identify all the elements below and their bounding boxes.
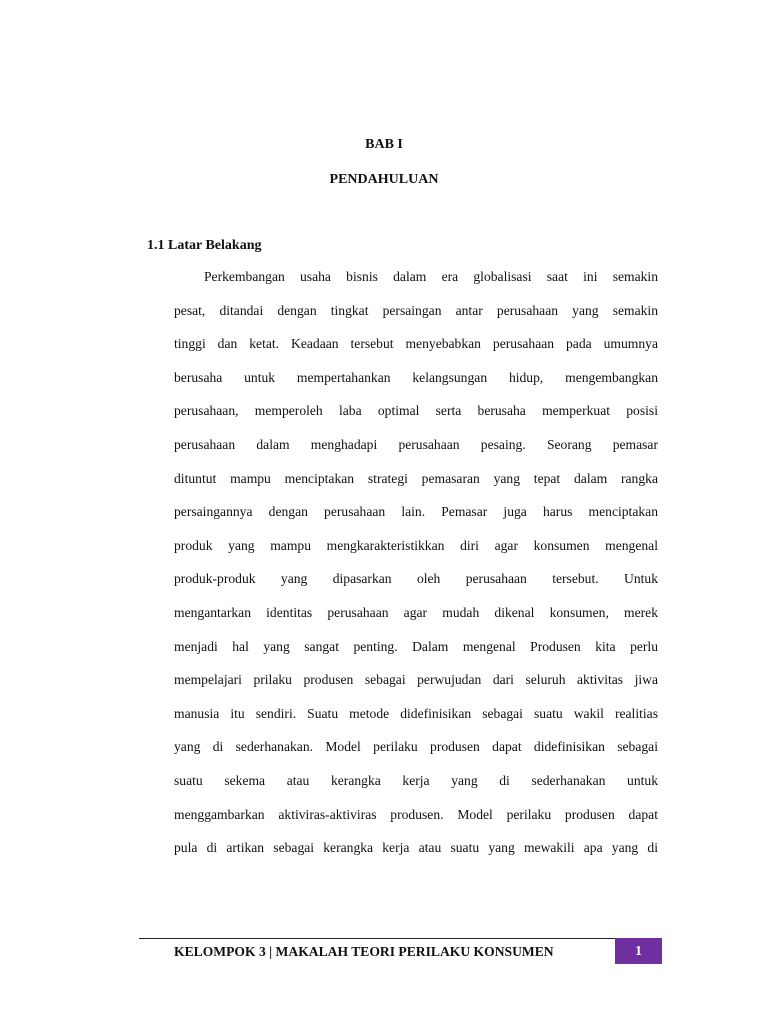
- paragraph-line: berusaha untuk mempertahankan kelangsungan hidup, mengembangkan: [174, 369, 658, 385]
- footer-text: KELOMPOK 3 | MAKALAH TEORI PERILAKU KONSUMEN: [174, 944, 554, 959]
- paragraph-line: suatu sekema atau kerangka kerja yang di sederhanakan untuk: [174, 772, 658, 788]
- paragraph-line: mempelajari prilaku produsen sebagai perwujudan dari seluruh aktivitas jiwa: [174, 672, 658, 688]
- footer-divider: [139, 938, 615, 939]
- paragraph-line: dituntut mampu menciptakan strategi pemasaran yang tepat dalam rangka: [174, 470, 658, 486]
- paragraph-line: menggambarkan aktiviras-aktiviras produsen. Model perilaku produsen dapat: [174, 806, 658, 822]
- body-paragraph: [174, 260, 658, 865]
- chapter-title: PENDAHULUAN: [329, 172, 439, 187]
- paragraph-line: pesat, ditandai dengan tingkat persaingan antar perusahaan yang semakin: [174, 302, 658, 318]
- paragraph-line: persaingannya dengan perusahaan lain. Pemasar juga harus menciptakan: [174, 504, 658, 520]
- paragraph-line: perusahaan dalam menghadapi perusahaan pesaing. Seorang pemasar: [174, 436, 658, 452]
- paragraph-line: perusahaan, memperoleh laba optimal serta berusaha memperkuat posisi: [174, 403, 658, 419]
- paragraph-line: yang di sederhanakan. Model perilaku produsen dapat didefinisikan sebagai: [174, 739, 658, 755]
- paragraph-line: pula di artikan sebagai kerangka kerja atau suatu yang mewakili apa yang di: [174, 840, 658, 856]
- paragraph-line: produk yang mampu mengkarakteristikkan diri agar konsumen mengenal: [174, 537, 658, 553]
- paragraph-line: produk-produk yang dipasarkan oleh perusahaan tersebut. Untuk: [174, 571, 658, 587]
- page-number-badge: 1: [615, 938, 662, 964]
- chapter-number: BAB I: [365, 137, 403, 152]
- paragraph-line: Perkembangan usaha bisnis dalam era globalisasi saat ini semakin: [204, 269, 658, 284]
- paragraph-line: tinggi dan ketat. Keadaan tersebut menyebabkan perusahaan pada umumnya: [174, 336, 658, 352]
- paragraph-line: mengantarkan identitas perusahaan agar mudah dikenal konsumen, merek: [174, 604, 658, 620]
- paragraph-line: menjadi hal yang sangat penting. Dalam mengenal Produsen kita perlu: [174, 638, 658, 654]
- section-heading: 1.1 Latar Belakang: [147, 238, 262, 253]
- paragraph-line: manusia itu sendiri. Suatu metode didefinisikan sebagai suatu wakil realitias: [174, 705, 658, 721]
